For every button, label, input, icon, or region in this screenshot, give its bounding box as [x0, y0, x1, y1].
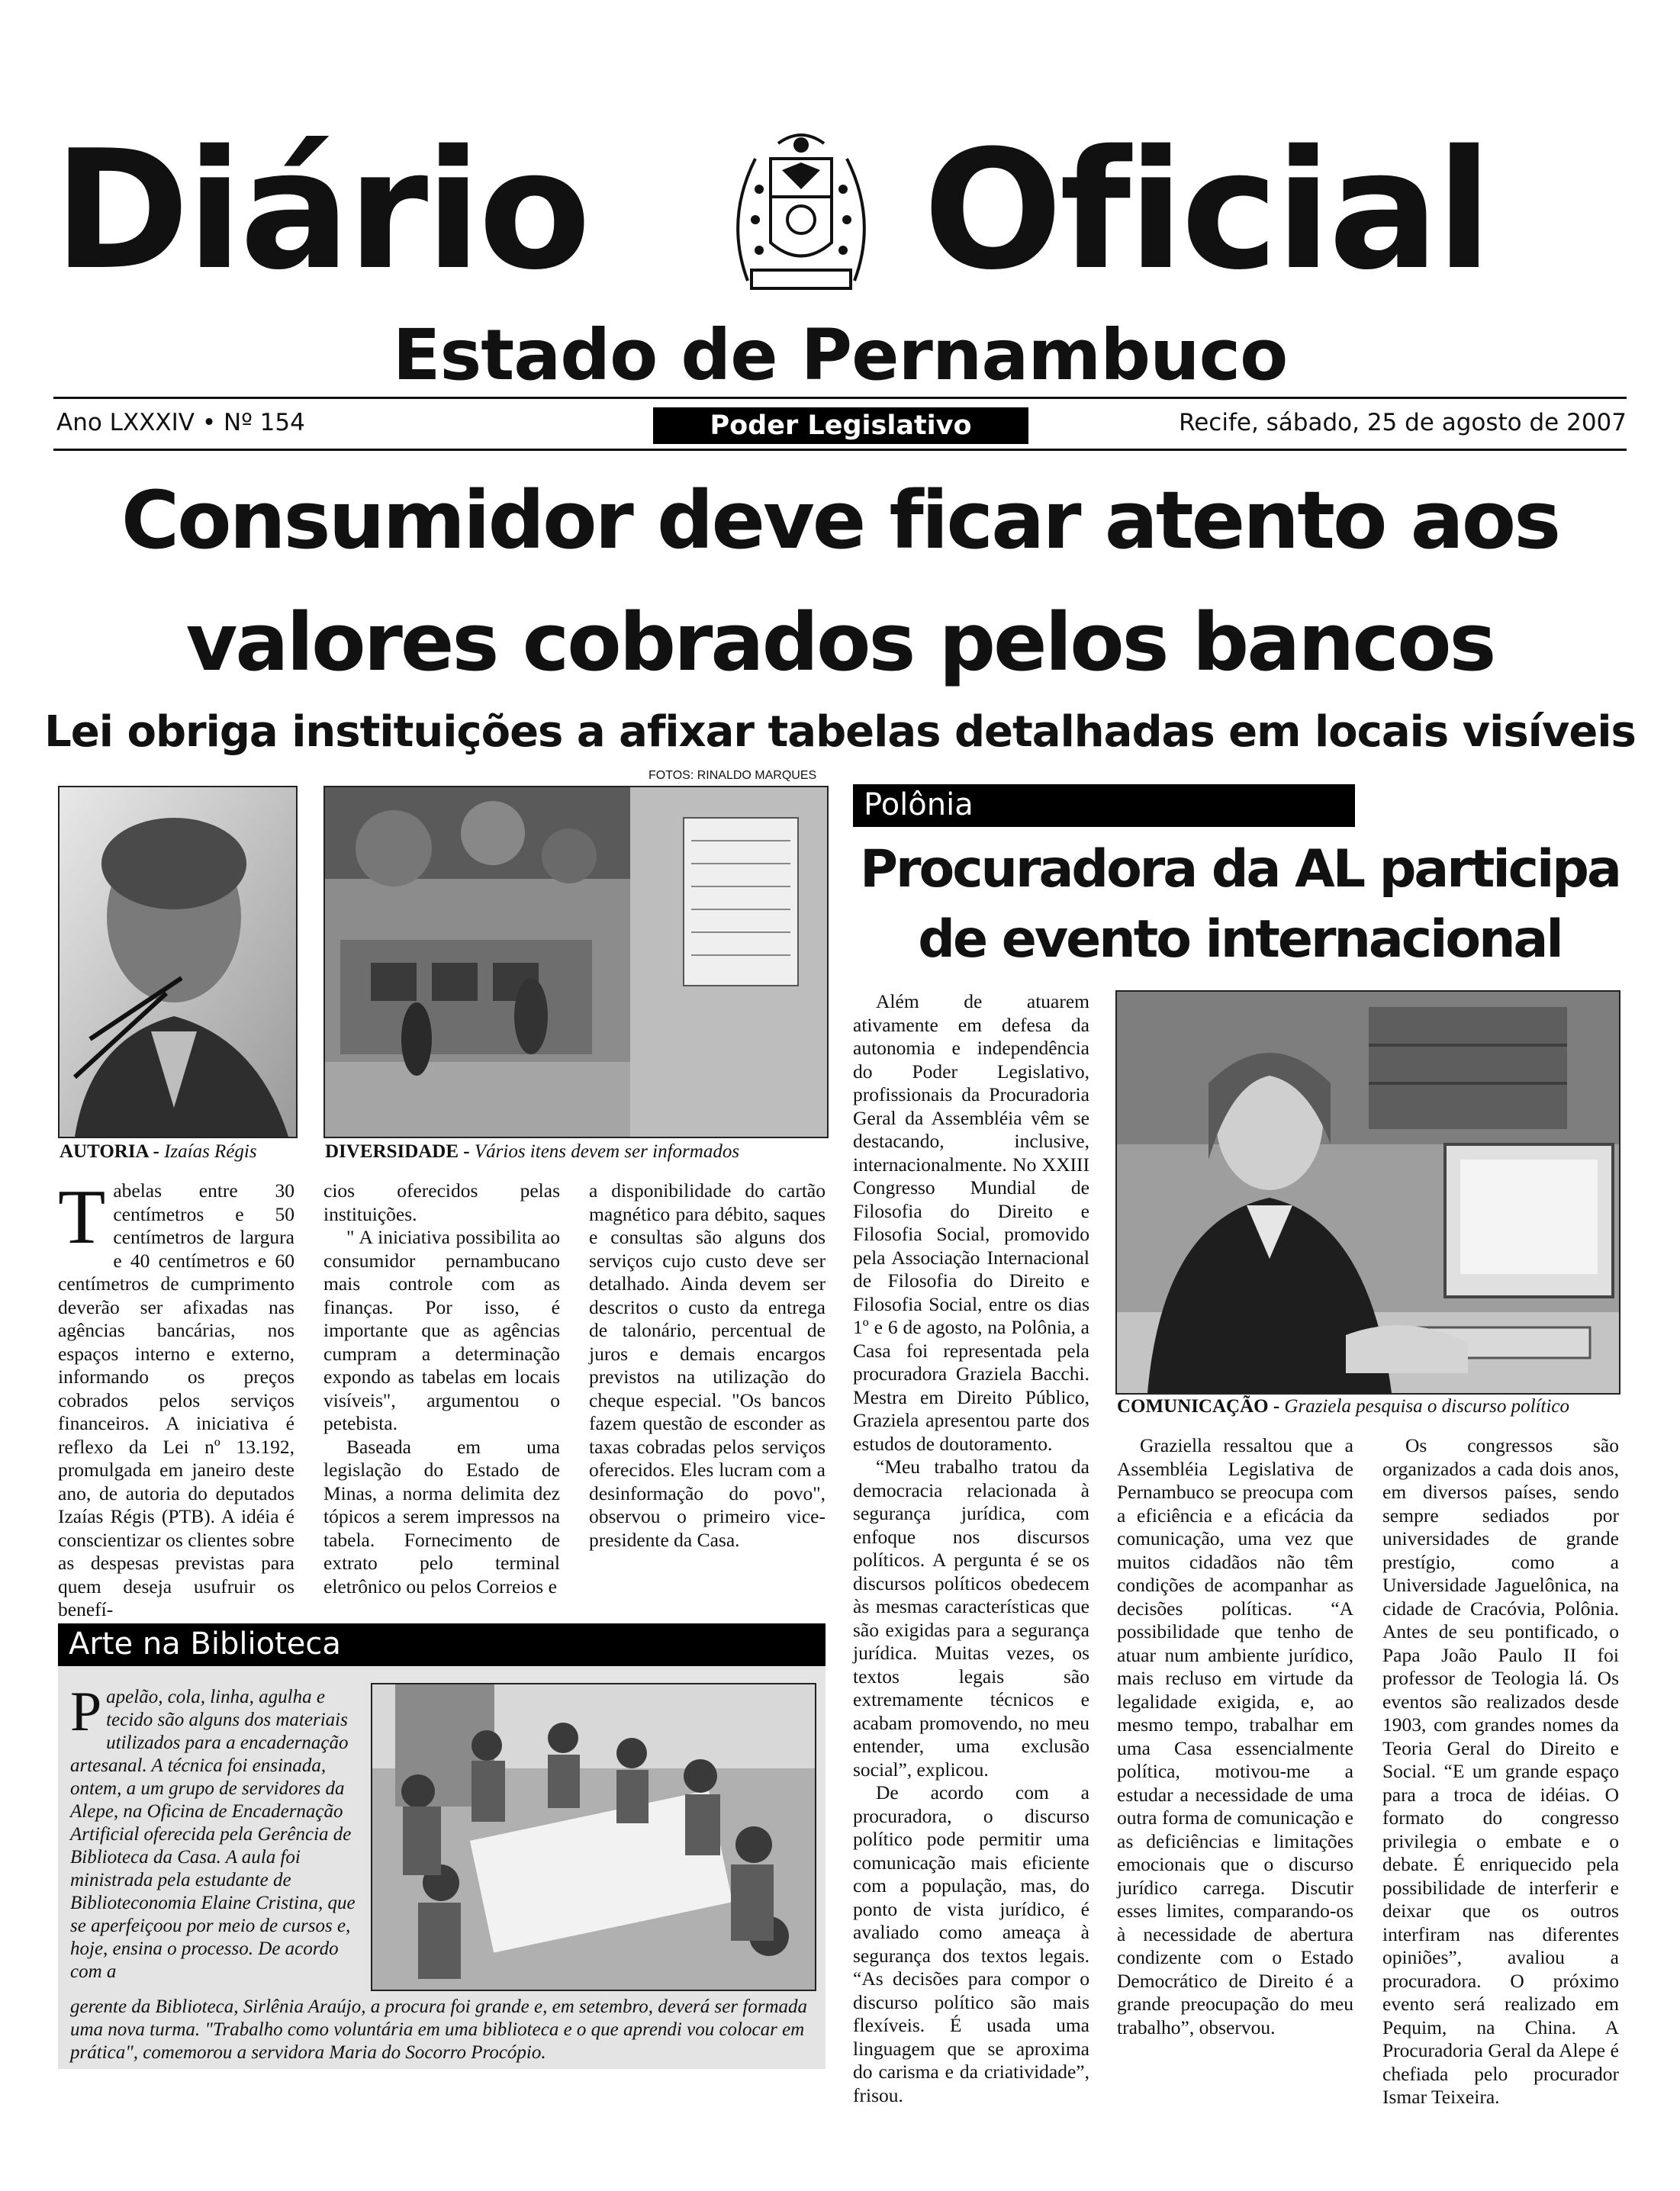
- polonia-col1-p3: De acordo com a procuradora, o discurso político pode permitir uma comunicação mais eficiente com a população, mas, do ponto de vista jurídico, é avaliado como ameaça à segurança dos textos legais. “As decisões para compor o discurso político são mais flexíveis. É usada uma linguagem que se aproxima do carisma e da criatividade”, frisou.: [853, 1781, 1089, 2106]
- main-col2-p3: Baseada em uma legislação do Estado de Minas, a norma delimita dez tópicos a serem impressos na tabela. Fornecimento de extrato pelo terminal eletrônico ou pelos Correios e: [323, 1435, 560, 1597]
- arte-dropcap: P: [70, 1681, 102, 1743]
- polonia-col1: [853, 990, 1089, 2107]
- polonia-caption-label: COMUNICAÇÃO -: [1117, 1396, 1285, 1417]
- polonia-col1-p2: “Meu trabalho tratou da democracia relacionada à segurança jurídica, com enfoque nos discursos políticos. A pergunta é se os discursos políticos obedecem às mesmas características que são exigidas para a segurança jurídica. Muitas vezes, os textos legais são extremamente técnicos e acabam promovendo, no meu entender, uma exclusão social”, explicou.: [853, 1456, 1089, 1781]
- main-col1-text: abelas entre 30 centímetros e 50 centímetros de largura e 40 centímetros e 60 centímetros de cumprimento deverão ser afixadas nas agências bancárias, nos espaços interno e externo, informando os preços cobrados pelos serviços financeiros. A iniciativa é reflexo da Lei nº 13.192, promulgada em janeiro deste ano, de autoria do deputados Izaías Régis (PTB). A idéia é conscientizar os clientes sobre as despesas previstas para quem deseja usufruir os benefí-: [58, 1179, 294, 1620]
- polonia-headline-line1: Procuradora da AL participa: [860, 839, 1620, 899]
- masthead-title-right: Oficial: [923, 114, 1489, 306]
- polonia-headline-line2: de evento internacional: [918, 909, 1562, 970]
- top-rule: [53, 397, 1627, 399]
- polonia-caption-text: Graziela pesquisa o discurso político: [1284, 1396, 1570, 1417]
- masthead-subtitle: Estado de Pernambuco: [392, 314, 1288, 396]
- polonia-col2: [1117, 1434, 1353, 2039]
- photo-workshop: [371, 1683, 816, 1991]
- dateline-rule: [53, 449, 1627, 451]
- main-col2-p2: " A iniciativa possibilita ao consumidor pernambucano mais controle com as finanças. Por isso, é importante que as agências cumpram a determinação expondo as tabelas em locais visíveis", argumentou o petebista.: [323, 1226, 560, 1434]
- polonia-col1-p1: Além de atuarem ativamente em defesa da autonomia e independência do Poder Legislativo, profissionais da Procuradoria Geral da Assembléia vêm se destacando, inclusive, internacionalmente. No XXIII Congresso Mundial de Filosofia do Direito e Filosofia Social, promovido pela Associação Internacional de Filosofia do Direito e Filosofia Social, entre os dias 1º e 6 de agosto, na Polônia, a Casa foi representada pela procuradora Graziela Bacchi. Mestra em Direito Público, Graziela apresentou parte dos estudos de doutoramento.: [853, 990, 1089, 1455]
- polonia-col3: [1382, 1434, 1619, 2109]
- photo1-caption-label: AUTORIA -: [60, 1141, 165, 1162]
- photo-graziela: [1115, 990, 1620, 1395]
- arte-text-wrap: [70, 1681, 363, 1983]
- photo-bank-interior: [323, 786, 829, 1138]
- main-headline-line1: Consumidor deve ficar atento aos: [121, 474, 1559, 567]
- edition-date: Recife, sábado, 25 de agosto de 2007: [1179, 409, 1627, 436]
- main-subheadline: Lei obriga instituições a afixar tabelas detalhadas em locais visíveis: [44, 707, 1636, 757]
- arte-text-part1: apelão, cola, linha, agulha e tecido são alguns dos materiais utilizados para a encadernação artesanal. A técnica foi ensinada, ontem, a um grupo de servidores da Alepe, na Oficina de Encadernação Artificial oferecida pela Gerência de Biblioteca da Casa. A aula foi ministrada pela estudante de Biblioteconomia Elaine Cristina, que se aperfeiçoou por meio de cursos e, hoje, ensina o processo. De acordo com a: [70, 1687, 356, 1982]
- polonia-col3-text: Os congressos são organizados a cada dois anos, em diversos países, sendo sempre sediados por universidades de grande prestígio, como a Universidade Jaguelônica, na cidade de Cracóvia, Polônia. Antes de seu pontificado, o Papa João Paulo II foi professor de Teologia lá. Os eventos são realizados desde 1903, com grandes nomes da Teoria Geral do Direito e Social. “E um grande espaço para a troca de idéias. O formato do congresso privilegia o embate e o debate. É enriquecido pela possibilidade de interferir e deixar que os outros interfiram nas diferentes opiniões”, avaliou a procuradora. O próximo evento será realizado em Pequim, na China. A Procuradoria Geral da Alepe é chefiada pelo procurador Ismar Teixeira.: [1382, 1434, 1619, 2108]
- main-story-col2: [323, 1179, 560, 1598]
- photo2-caption-text: Vários itens devem ser informados: [474, 1141, 740, 1162]
- photo1-caption: [60, 1141, 257, 1163]
- section-tag: Poder Legislativo: [653, 407, 1028, 444]
- polonia-col2-text: Graziella ressaltou que a Assembléia Legislativa de Pernambuco se preocupa com a eficiência e a eficácia da comunicação, uma vez que muitos cidadãos não têm condições de acompanhar as decisões políticas. “A possibilidade que tenho de atuar num ambiente jurídico, mais recluso em virtude da legalidade exigida, e, ao mesmo tempo, trabalhar em uma Casa essencialmente política, motivou-me a estudar a necessidade de uma outra forma de comunicação e as deficiências e limitações emocionais que o discurso jurídico carrega. Discutir esses limites, comparando-os à necessidade de abertura condizente com o Estado Democrático de Direito é a grande preocupação do meu trabalho”, observou.: [1117, 1434, 1353, 2038]
- photo1-caption-text: Izaías Régis: [164, 1141, 257, 1162]
- polonia-photo-caption: [1117, 1396, 1569, 1417]
- main-story-col1: [58, 1174, 294, 1622]
- photo2-caption: [325, 1141, 739, 1163]
- arte-section-bar: Arte na Biblioteca: [58, 1623, 826, 1666]
- masthead-title-left: Diário: [53, 114, 588, 306]
- photo-credit: FOTOS: RINALDO MARQUES: [649, 769, 817, 782]
- main-col2-p1: cios oferecidos pelas instituições.: [323, 1179, 560, 1225]
- main-story-col3: [589, 1179, 826, 1552]
- main-col3-text: a disponibilidade do cartão magnético para débito, saques e consultas são alguns dos serviços cujo custo deve ser detalhado. Ainda devem ser descritos o custo da entrega de talonário, percentual de juros e demais encargos previstos na utilização do cheque especial. "Os bancos fazem questão de esconder as taxas cobradas pelos serviços oferecidos. Eles lucram com a desinformação do povo", observou o primeiro vice-presidente da Casa.: [589, 1179, 826, 1551]
- photo2-caption-label: DIVERSIDADE -: [325, 1141, 475, 1162]
- main-headline-line2: valores cobrados pelos bancos: [185, 596, 1495, 689]
- pernambuco-coat-of-arms-icon: [717, 128, 885, 296]
- edition-number: Ano LXXXIV • Nº 154: [56, 409, 305, 436]
- arte-text-part2: gerente da Biblioteca, Sirlênia Araújo, a procura foi grande e, em setembro, deverá ser formada uma nova turma. "Trabalho como voluntária em uma biblioteca e o que aprendi vou colocar em prática", comemorou a servidora Maria do Socorro Procópio.: [70, 1996, 808, 2063]
- photo-portrait: [58, 786, 298, 1138]
- main-dropcap: T: [58, 1174, 106, 1260]
- polonia-section-bar: Polônia: [853, 784, 1355, 827]
